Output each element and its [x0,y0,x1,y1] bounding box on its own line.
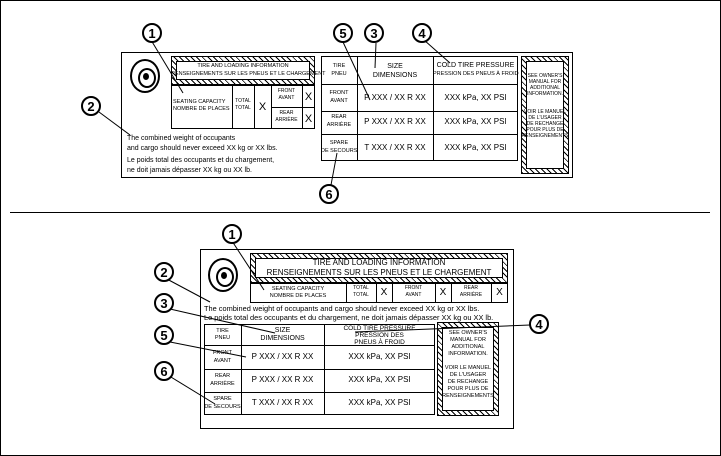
front-row-en-bottom: FRONT [213,350,232,356]
rear-x-bottom: X [496,287,503,298]
seating-en-top: SEATING CAPACITY [173,99,226,105]
callout-1-top: 1 [142,23,162,43]
header-en-bottom: TIRE AND LOADING INFORMATION [312,258,446,267]
front-x-bottom: X [439,287,447,298]
owner-en-1-top: SEE OWNER'S [527,73,563,79]
weight-fr-1-top: Le poids total des occupants et du chargement, [127,157,275,164]
size-en-top: SIZE [387,63,403,70]
callout-5-top: 5 [333,23,353,43]
callout-2-top: 2 [81,96,101,116]
callout-3-bottom: 3 [154,293,174,313]
front-row-fr-bottom: AVANT [213,358,232,364]
callout-5-bottom: 5 [154,325,174,345]
ctp-fr-a-bottom: PRESSION DES [355,332,404,339]
size-en-bottom: SIZE [274,327,291,334]
rear-row-en-bottom: REAR [214,373,231,379]
owner-fr-2-top: DE L'USAGER [528,115,562,121]
total-fr-top: TOTAL [235,105,251,111]
spare-row-fr-bottom: DE SECOURS [204,404,241,410]
callout-3-top: 3 [364,23,384,43]
owner-en-4-bottom: INFORMATION. [448,351,488,357]
ctp-fr-top: PRESSION DES PNEUS À FROID [433,71,519,77]
ctp-en-top: COLD TIRE PRESSURE [436,62,515,69]
ctp-fr-b-bottom: PNEUS À FROID [354,339,405,346]
tire-en-bottom: TIRE [216,328,229,334]
front-size-top: P XXX / XX R XX [364,93,426,102]
seating-en-bottom: SEATING CAPACITY [271,286,325,292]
owner-en-3-top: ADDITIONAL [529,85,560,91]
owner-fr-5-bottom: RENSEIGNEMENTS [442,393,494,399]
callout-4-top: 4 [412,23,432,43]
rear-size-top: P XXX / XX R XX [364,117,426,126]
front-pressure-bottom: XXX kPa, XX PSI [348,352,411,361]
owner-fr-3-top: DE RECHANGE [526,121,564,127]
weight-en-2-top: and cargo should never exceed XX kg or XX lbs. [127,145,278,152]
owner-en-2-top: MANUAL FOR [528,79,562,85]
spare-row-fr-top: DE SECOURS [321,148,358,154]
header-fr-top: RENSEIGNEMENTS SUR LES PNEUS ET LE CHARGEMENT [171,71,326,77]
front-row-fr-top: AVANT [330,98,348,104]
ctp-en-bottom: COLD TIRE PRESSURE [343,325,416,332]
callout-6-bottom: 6 [154,361,174,381]
weight-en-bottom: The combined weight of occupants and cargo should never exceed XX kg or XX lbs. [204,304,480,313]
weight-en-1-top: The combined weight of occupants [127,135,236,142]
owner-fr-3-bottom: DE RECHANGE [447,379,489,385]
tire-fr-bottom: PNEU [214,335,231,341]
owner-fr-1-bottom: VOIR LE MANUEL [444,365,492,371]
owner-en-4-top: INFORMATION. [526,91,563,97]
callout-1-bottom: 1 [222,224,242,244]
rear-row-fr-bottom: ARRIÈRE [210,381,235,387]
owner-fr-2-bottom: DE L'USAGER [449,372,487,378]
weight-fr-2-top: ne doit jamais dépasser XX kg ou XX lb. [127,167,252,174]
owner-fr-1-top: VOIR LE MANUEL [524,109,566,115]
owner-en-1-bottom: SEE OWNER'S [448,330,488,336]
rear-pressure-bottom: XXX kPa, XX PSI [348,375,411,384]
total-en-top: TOTAL [235,98,251,104]
owner-en-3-bottom: ADDITIONAL [451,344,485,350]
total-en-bottom: TOTAL [353,285,369,291]
tire-en-top: TIRE [332,63,346,69]
seating-fr-bottom: NOMBRE DE PLACES [269,293,327,299]
front-pressure-top: XXX kPa, XX PSI [444,93,507,102]
rear-fr-top: ARRIÈRE [275,117,298,123]
callout-2-bottom: 2 [154,262,174,282]
spare-row-en-bottom: SPARE [213,396,232,402]
front-row-en-top: FRONT [329,90,349,96]
total-x-bottom: X [380,287,388,298]
rear-en-top: REAR [279,110,294,116]
rear-pressure-top: XXX kPa, XX PSI [444,117,507,126]
total-x-top: X [258,101,267,113]
seating-fr-top: NOMBRE DE PLACES [173,106,230,112]
size-fr-bottom: DIMENSIONS [260,335,305,342]
rear-row-fr-top: ARRIÈRE [326,122,352,128]
callout-6-top: 6 [319,184,339,204]
rear-size-bottom: P XXX / XX R XX [251,375,314,384]
spare-size-bottom: T XXX / XX R XX [251,398,314,407]
rear-en-bottom: REAR [464,285,478,291]
spare-size-top: T XXX / XX R XX [364,143,426,152]
rear-x-top: X [304,113,313,125]
front-fr-bottom: AVANT [405,292,422,298]
owner-en-2-bottom: MANUAL FOR [450,337,486,343]
rear-fr-bottom: ARRIÈRE [459,292,483,298]
owner-fr-4-top: POUR PLUS DE [526,127,564,133]
total-fr-bottom: TOTAL [353,292,369,298]
weight-fr-bottom: Le poids total des occupants et du chargement, ne doit jamais dépasser XX kg ou XX lb. [204,313,494,322]
size-fr-top: DIMENSIONS [372,72,418,79]
front-size-bottom: P XXX / XX R XX [251,352,314,361]
front-en-bottom: FRONT [404,285,423,291]
header-fr-bottom: RENSEIGNEMENTS SUR LES PNEUS ET LE CHARGEMENT [266,268,492,277]
callout-4-bottom: 4 [529,314,549,334]
owner-fr-4-bottom: POUR PLUS DE [447,386,489,392]
spare-pressure-top: XXX kPa, XX PSI [444,143,507,152]
front-en-top: FRONT [277,88,296,94]
tire-fr-top: PNEU [331,71,347,77]
front-fr-top: AVANT [278,95,295,101]
owner-fr-5-top: RENSEIGNEMENTS [521,133,569,139]
header-en-top: TIRE AND LOADING INFORMATION [197,63,289,69]
front-x-top: X [304,91,313,103]
rear-row-en-top: REAR [331,114,347,120]
spare-row-en-top: SPARE [329,140,349,146]
spare-pressure-bottom: XXX kPa, XX PSI [348,398,411,407]
